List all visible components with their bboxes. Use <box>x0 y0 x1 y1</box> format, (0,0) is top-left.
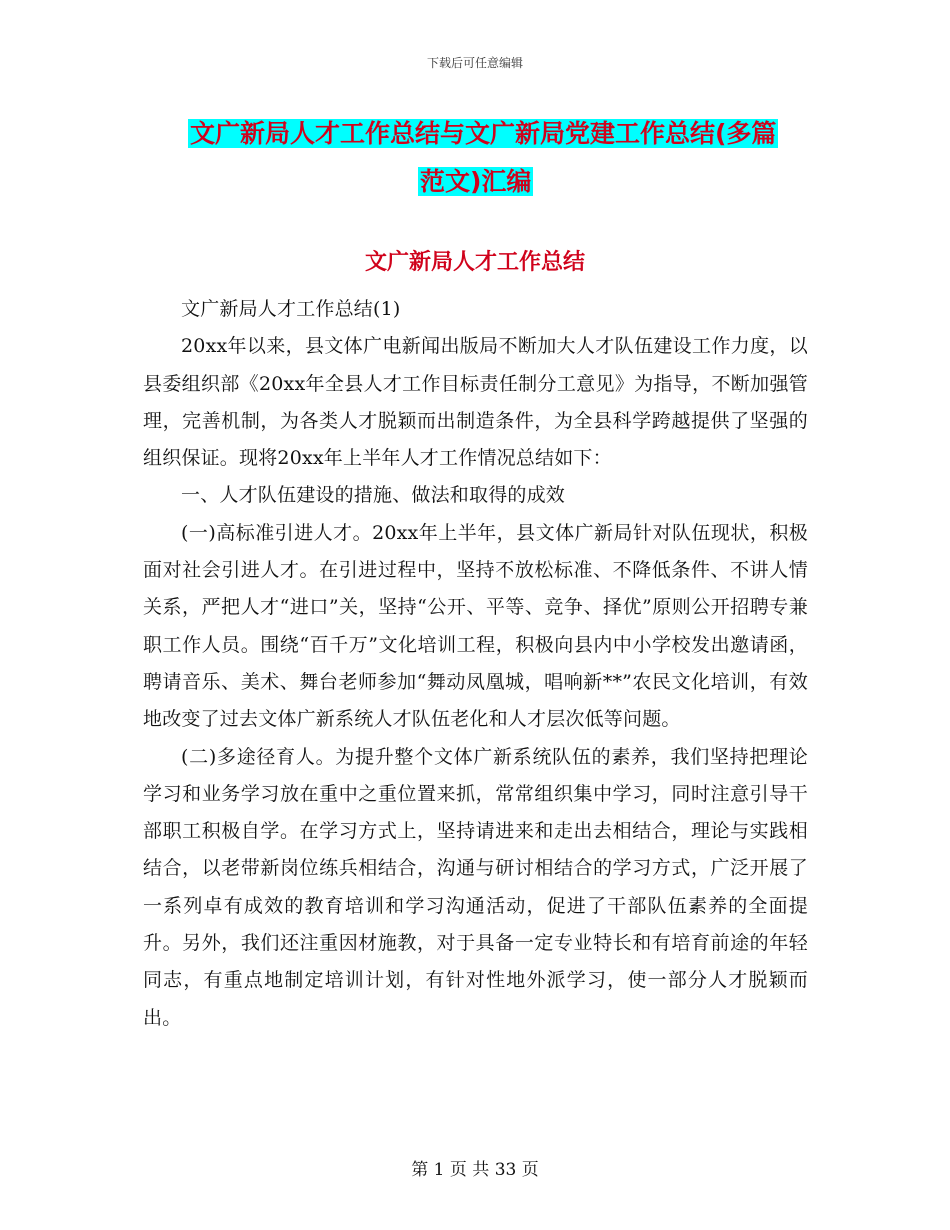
paragraph-recruit: (一)高标准引进人才。20xx年上半年，县文体广新局针对队伍现状，积极面对社会引进人才。在引进过程中，坚持不放松标准、不降低条件、不讲人情关系，严把人才“进口”关，坚持“公开、平等、竞争、择优”原则公开招聘专兼职工作人员。围绕“百千万”文化培训工程，积极向县内中小学校发出邀请函，聘请音乐、美术、舞台老师参加“舞动凤凰城，唱响新**”农民文化培训，有效地改变了过去文体广新系统人才队伍老化和人才层次低等问题。 <box>143 521 808 731</box>
section-title: 文广新局人才工作总结 <box>364 250 585 275</box>
paragraph-heading-1: 一、人才队伍建设的措施、做法和取得的成效 <box>181 484 566 507</box>
document-body <box>143 291 808 1037</box>
document-title-line-2: 范文)汇编 <box>420 167 532 196</box>
paragraph-subtitle: 文广新局人才工作总结(1) <box>181 298 401 320</box>
header-note: 下载后可任意编辑 <box>426 56 523 70</box>
paragraph-training: (二)多途径育人。为提升整个文体广新系统队伍的素养，我们坚持把理论学习和业务学习放在重中之重位置来抓，常常组织集中学习，同时注意引导干部职工积极自学。在学习方式上，坚持请进来和走出去相结合，理论与实践相结合，以老带新岗位练兵相结合，沟通与研讨相结合的学习方式，广泛开展了一系列卓有成效的教育培训和学习沟通活动，促进了干部队伍素养的全面提升。另外，我们还注重因材施教，对于具备一定专业特长和有培育前途的年轻同志，有重点地制定培训计划，有针对性地外派学习，使一部分人才脱颖而出。 <box>143 745 808 1029</box>
page-footer: 第 1 页 共 33 页 <box>411 1160 539 1180</box>
document-title-line-1: 文广新局人才工作总结与文广新局党建工作总结(多篇 <box>190 119 777 148</box>
paragraph-intro: 20xx年以来，县文体广电新闻出版局不断加大人才队伍建设工作力度，以县委组织部《20xx年全县人才工作目标责任制分工意见》为指导，不断加强管理，完善机制，为各类人才脱颖而出制造条件，为全县科学跨越提供了坚强的组织保证。现将20xx年上半年人才工作情况总结如下： <box>143 335 808 470</box>
